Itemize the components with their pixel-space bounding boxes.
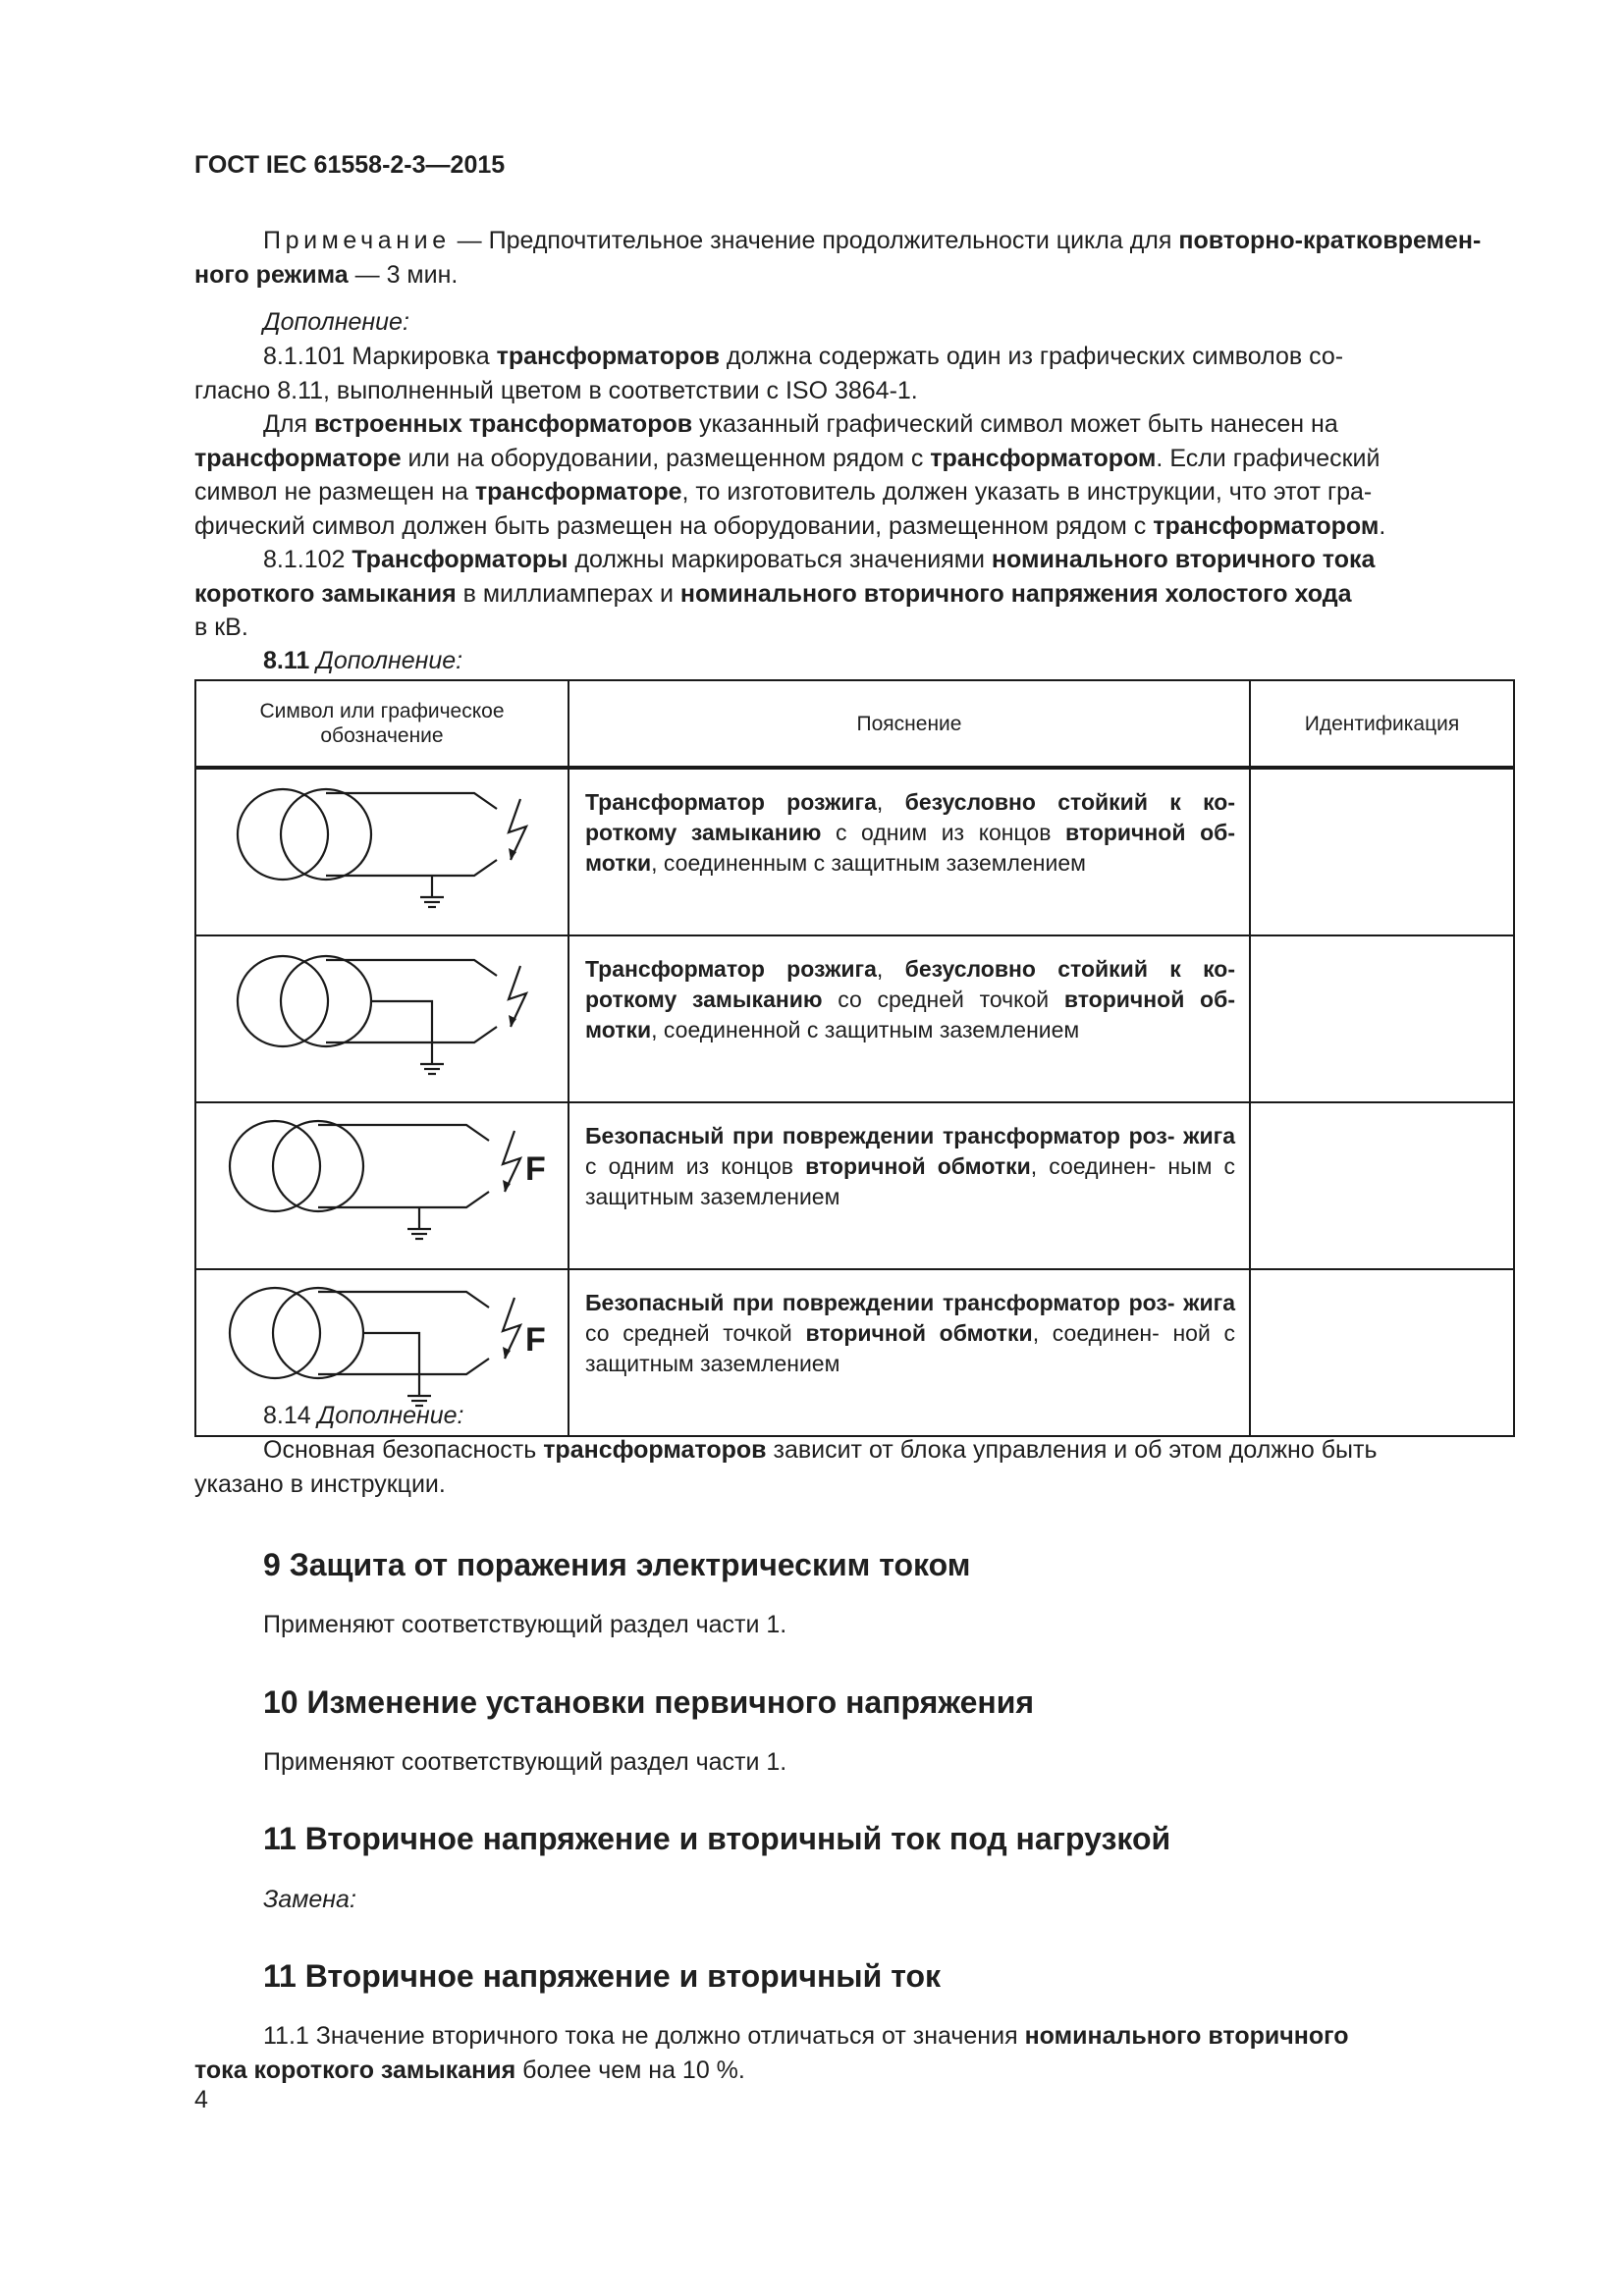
table-caption: 8.11 Дополнение: (263, 647, 463, 674)
identification-cell (1250, 1102, 1514, 1269)
table-row (195, 935, 1514, 1102)
fail-safe-transformer-midpoint-symbol-icon (196, 1270, 568, 1417)
section-11-title: 11 Вторичное напряжение и вторичный ток (263, 1958, 941, 1994)
explanation-cell: Безопасный при повреждении трансформатор роз- жига с одним из концов вторичной обмотки, соединен- ным с защитным заземлением (568, 1102, 1250, 1269)
table-row (195, 768, 1514, 935)
fail-safe-letter: F (525, 1321, 546, 1359)
explanation-cell: Трансформатор розжига, безусловно стойкий к ко- роткому замыканию с одним из концов вторичной об- мотки, соединенным с защитным заземлением (568, 768, 1250, 935)
symbol-cell (195, 1102, 568, 1269)
column-header-explanation: Пояснение (568, 680, 1250, 768)
fail-safe-letter: F (525, 1150, 546, 1188)
clause-8-14: Основная безопасность трансформаторов зависит от блока управления и об этом должно быть указано в инструкции. (194, 1436, 1378, 1498)
section-10-body: Применяют соответствующий раздел части 1. (263, 1748, 787, 1776)
identification-cell (1250, 1269, 1514, 1436)
document-header: ГОСТ IEC 61558-2-3—2015 (194, 151, 506, 179)
replacement-label: Замена: (263, 1886, 356, 1913)
symbol-cell (195, 768, 568, 935)
clause-8-14-label: 8.14 Дополнение: (263, 1402, 464, 1429)
column-header-identification: Идентификация (1250, 680, 1514, 768)
builtin-transformers-paragraph: Для встроенных трансформаторов указанный графический символ может быть нанесен на трансформаторе или на оборудовании, размещенном рядом с трансформатором. Если графический символ не размещен на трансформаторе, то изготовитель должен указать в инструкции, что этот гра- фический символ должен быть размещен на оборудовании, размещенном рядом с трансформатором. (194, 410, 1386, 540)
fail-safe-transformer-symbol-icon (196, 1103, 568, 1251)
note-label: Примечание (263, 227, 451, 254)
symbols-table (194, 679, 1515, 1437)
clause-8-1-102: 8.1.102 Трансформаторы должны маркироваться значениями номинального вторичного тока короткого замыкания в миллиамперах и номинального вторичного напряжения холостого хода в кВ. (194, 546, 1376, 641)
symbol-cell (195, 935, 568, 1102)
clause-8-1-101: 8.1.101 Маркировка трансформаторов должна содержать один из графических символов со- гласно 8.11, выполненный цветом в соответствии с ISO 3864-1. (194, 343, 1344, 404)
column-header-symbol: Символ или графическое обозначение (195, 680, 568, 768)
identification-cell (1250, 935, 1514, 1102)
section-9-body: Применяют соответствующий раздел части 1. (263, 1611, 787, 1638)
explanation-cell: Безопасный при повреждении трансформатор роз- жига со средней точкой вторичной обмотки, соединен- ной с защитным заземлением (568, 1269, 1250, 1436)
ignition-transformer-symbol-icon (196, 770, 568, 917)
identification-cell (1250, 768, 1514, 935)
note-block: Примечание — Предпочтительное значение продолжительности цикла для повторно-кратковремен- ного режима — 3 мин. (194, 227, 1482, 289)
table-row (195, 1102, 1514, 1269)
page-number: 4 (194, 2086, 208, 2113)
section-11-load-title: 11 Вторичное напряжение и вторичный ток под нагрузкой (263, 1821, 1171, 1856)
ignition-transformer-midpoint-symbol-icon (196, 936, 568, 1084)
clause-11-1: 11.1 Значение вторичного тока не должно отличаться от значения номинального вторичного тока короткого замыкания более чем на 10 %. (194, 2022, 1349, 2084)
explanation-cell: Трансформатор розжига, безусловно стойкий к ко- роткому замыканию со средней точкой вторичной об- мотки, соединенной с защитным заземлением (568, 935, 1250, 1102)
addition-label: Дополнение: (263, 308, 409, 336)
section-10-title: 10 Изменение установки первичного напряжения (263, 1684, 1035, 1720)
section-9-title: 9 Защита от поражения электрическим током (263, 1547, 971, 1582)
